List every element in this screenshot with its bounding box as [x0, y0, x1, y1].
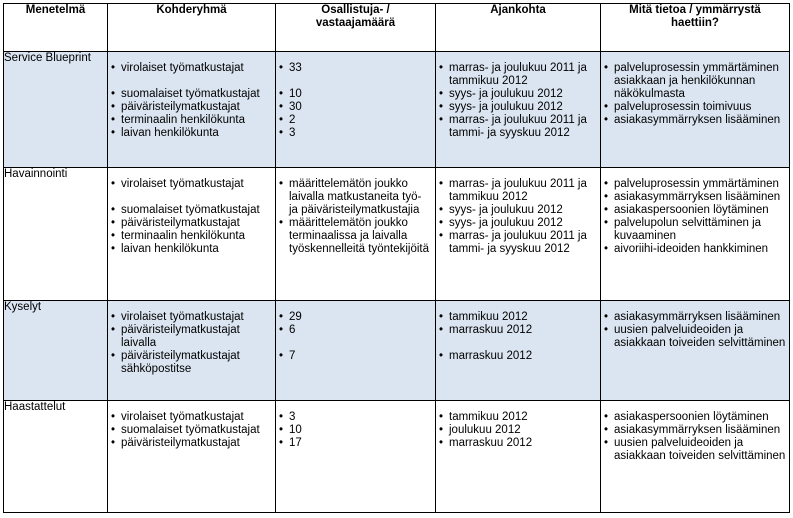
targets-cell	[108, 400, 276, 512]
list-item: • marraskuu 2012	[439, 350, 598, 363]
list-item: • virolaiset työmatkustajat	[111, 411, 273, 424]
method-cell: Havainnointi	[4, 168, 108, 300]
list-item: • päiväristeilymatkustajat	[111, 437, 273, 450]
list-item: • syys- ja joulukuu 2012	[439, 101, 598, 114]
targets-cell	[108, 52, 276, 168]
list-item: • palvelupolun selvittäminen ja kuvaaminen	[604, 217, 787, 243]
list-item: • suomalaiset työmatkustajat	[111, 88, 273, 101]
list-item: • palveluprosessin ymmärtäminen asiakkaan ja henkilökunnan näkökulmasta	[604, 62, 787, 101]
list-item: • asiakasymmärryksen lisääminen	[604, 424, 787, 437]
list-item: • virolaiset työmatkustajat	[111, 178, 273, 191]
list-item: • 3	[279, 411, 433, 424]
counts-cell	[276, 400, 436, 512]
list-item: • päiväristeilymatkustajat	[111, 101, 273, 114]
list-item: • syys- ja joulukuu 2012	[439, 204, 598, 217]
list-item: • asiakasymmärryksen lisääminen	[604, 191, 787, 204]
list-item: • aivoriihi-ideoiden hankkiminen	[604, 243, 787, 256]
list-item: • määrittelemätön joukko laivalla matkustaneita työ- ja päiväristeilymatkustajia	[279, 178, 433, 217]
table-row	[4, 400, 790, 512]
list-item: • suomalaiset työmatkustajat	[111, 204, 273, 217]
timing-cell	[436, 168, 601, 300]
list-item: • marras- ja joulukuu 2011 ja tammikuu 2012	[439, 178, 598, 204]
list-item: • marras- ja joulukuu 2011 ja tammi- ja syyskuu 2012	[439, 230, 598, 256]
list-item: • virolaiset työmatkustajat	[111, 311, 273, 324]
targets-cell	[108, 168, 276, 300]
list-item: • suomalaiset työmatkustajat	[111, 424, 273, 437]
list-item: • tammikuu 2012	[439, 411, 598, 424]
list-item: • 6	[279, 324, 433, 337]
list-item: • marras- ja joulukuu 2011 ja tammi- ja syyskuu 2012	[439, 114, 598, 140]
counts-cell	[276, 52, 436, 168]
list-item: • 30	[279, 101, 433, 114]
counts-cell	[276, 300, 436, 400]
timing-cell	[436, 52, 601, 168]
table-row	[4, 300, 790, 400]
list-item: • 29	[279, 311, 433, 324]
method-cell: Kyselyt	[4, 300, 108, 400]
counts-cell	[276, 168, 436, 300]
list-item: • 3	[279, 127, 433, 140]
list-item: • terminaalin henkilökunta	[111, 230, 273, 243]
list-item: • 7	[279, 350, 433, 363]
info-cell	[601, 400, 790, 512]
list-item: • marraskuu 2012	[439, 437, 598, 450]
list-item: • 2	[279, 114, 433, 127]
list-item: • virolaiset työmatkustajat	[111, 62, 273, 75]
list-item: • uusien palveluideoiden ja asiakkaan toiveiden selvittäminen	[604, 324, 787, 350]
list-item: • asiakaspersoonien löytäminen	[604, 204, 787, 217]
list-item: • määrittelemätön joukko terminaalissa ja laivalla työskennelleitä työntekijöitä	[279, 217, 433, 256]
list-item: • asiakaspersoonien löytäminen	[604, 411, 787, 424]
table-row	[4, 168, 790, 300]
header-participants: Osallistuja- / vastaajamäärä	[276, 4, 436, 52]
list-item: • 17	[279, 437, 433, 450]
timing-cell	[436, 300, 601, 400]
list-item: • palveluprosessin toimivuus	[604, 101, 787, 114]
list-item: • uusien palveluideoiden ja asiakkaan toiveiden selvittäminen	[604, 437, 787, 463]
list-item: • 10	[279, 88, 433, 101]
list-item: • marraskuu 2012	[439, 324, 598, 337]
list-item: • terminaalin henkilökunta	[111, 114, 273, 127]
list-item: • päiväristeilymatkustajat laivalla	[111, 324, 273, 350]
header-timing: Ajankohta	[436, 4, 601, 52]
list-item: • syys- ja joulukuu 2012	[439, 88, 598, 101]
header-target: Kohderyhmä	[108, 4, 276, 52]
list-item: • 10	[279, 424, 433, 437]
info-cell	[601, 52, 790, 168]
info-cell	[601, 168, 790, 300]
list-item: • palveluprosessin ymmärtäminen	[604, 178, 787, 191]
list-item: • joulukuu 2012	[439, 424, 598, 437]
list-item: • marras- ja joulukuu 2011 ja tammikuu 2012	[439, 62, 598, 88]
list-item: • 33	[279, 62, 433, 75]
header-row	[4, 4, 790, 52]
timing-cell	[436, 400, 601, 512]
method-cell: Haastattelut	[4, 400, 108, 512]
list-item: • laivan henkilökunta	[111, 127, 273, 140]
list-item: • asiakasymmärryksen lisääminen	[604, 114, 787, 127]
list-item: • tammikuu 2012	[439, 311, 598, 324]
list-item: • laivan henkilökunta	[111, 243, 273, 256]
methods-table	[3, 3, 790, 513]
list-item: • päiväristeilymatkustajat	[111, 217, 273, 230]
targets-cell	[108, 300, 276, 400]
list-item: • asiakasymmärryksen lisääminen	[604, 311, 787, 324]
list-item: • päiväristeilymatkustajat sähköpostitse	[111, 350, 273, 376]
header-method: Menetelmä	[4, 4, 108, 52]
header-info: Mitä tietoa / ymmärrystä haettiin?	[601, 4, 790, 52]
list-item: • syys- ja joulukuu 2012	[439, 217, 598, 230]
method-cell: Service Blueprint	[4, 52, 108, 168]
info-cell	[601, 300, 790, 400]
table-row	[4, 52, 790, 168]
